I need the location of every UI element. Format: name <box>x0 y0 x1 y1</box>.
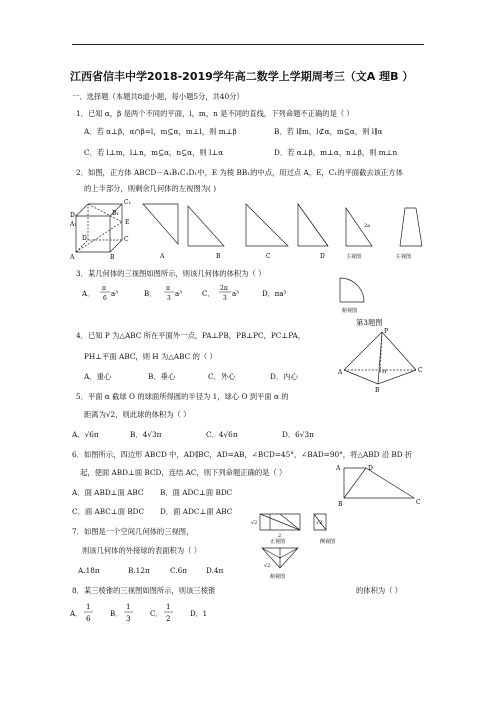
q7-dim-sqrt2-side: √2 <box>316 520 323 526</box>
q3-option-a-prefix: A． <box>82 290 95 298</box>
q4-line1: 4．已知 P 为△ABC 所在平面外一点，PA⊥PB，PB⊥PC，PC⊥PA， <box>76 331 306 340</box>
q5-option-c: C．4√6π <box>206 430 238 439</box>
q8-option-b-prefix: B． <box>110 610 123 618</box>
q8-options <box>70 598 270 628</box>
cube-label-a1: A₁ <box>70 221 77 228</box>
q7-front-view-label: 正视图 <box>270 539 286 545</box>
q2-figures <box>70 196 430 266</box>
q8-option-c-den: 2 <box>166 615 171 623</box>
q2-option-b-label: B <box>216 253 221 260</box>
q3-option-c-prefix: C． <box>202 290 215 298</box>
cube-label-d: D <box>82 235 87 242</box>
q2-side-view-label: 左视图 <box>396 254 412 260</box>
page-title: 江西省信丰中学2018-2019学年高二数学上学期周考三（文A 理B ） <box>70 70 414 83</box>
section-heading: 一、选择题（本题共8道小题，每小题5分，共40分） <box>72 92 244 101</box>
q7-dim-sqrt2-front: √2 <box>251 520 258 526</box>
q7-dim-sqrt2-top: √2 <box>264 563 271 569</box>
q2-line2: 的上半部分，则剩余几何体的左视图为( ) <box>84 184 217 193</box>
q6-label-b: B <box>338 501 343 508</box>
q5-option-b: B．4√3π <box>130 430 162 439</box>
q3-option-b-den: 3 <box>167 295 171 302</box>
q8-option-c-prefix: C． <box>150 610 163 618</box>
q7-option-b: B.12π <box>128 566 150 575</box>
q4-option-a: A．重心 <box>84 372 112 381</box>
q4-option-c: C．外心 <box>208 372 236 381</box>
q7-dim-2: 2 <box>278 533 282 539</box>
q6-option-a: A．面 ABD⊥面 ABC <box>72 488 144 497</box>
q2-option-d-label: D <box>320 253 325 260</box>
q3-figure-caption: 第3题图 <box>356 318 383 327</box>
q4-line2: PH⊥平面 ABC，则 H 为△ABC 的（ ） <box>84 352 217 361</box>
q6-label-a: A <box>336 465 341 472</box>
q6-option-d: D．面 ADC⊥面 ABC <box>160 507 233 516</box>
q6-option-c: C．面 ABC⊥面 BDC <box>72 507 145 516</box>
q7-option-d: D.4π <box>206 566 224 575</box>
q5-line2: 距离为√2，则此球的体积为（ ） <box>84 410 191 419</box>
q6-line1: 6．如图所示，四边形 ABCD 中，AD∥BC，AD=AB，∠BCD=45°，∠BAD=90°，将△ABD 沿 BD 折 <box>72 450 413 459</box>
q5-option-d: D．6√3π <box>282 430 314 439</box>
q3-option-b-num: π <box>166 285 170 292</box>
q4-label-c: C <box>418 367 423 374</box>
q4-pyramid-figure <box>338 326 424 394</box>
q7-top-view-label: 俯视图 <box>270 574 286 580</box>
q3-option-a-num: π <box>102 285 106 292</box>
q2-option-a-label: A <box>160 253 165 260</box>
q3-option-c-den: 3 <box>223 295 227 302</box>
q6-label-d: D <box>368 465 373 472</box>
q6-option-b: B．面 ADC⊥面 BDC <box>160 488 233 497</box>
q8-option-a-num: 1 <box>86 603 91 611</box>
cube-label-a: A <box>70 254 75 261</box>
q3-top-view-label: 俯视图 <box>342 308 358 314</box>
cube-label-c1: C₁ <box>124 199 131 206</box>
q3-options <box>82 282 332 304</box>
cube-label-e: E <box>125 219 130 226</box>
q8-stem-end: 的体积为（ ） <box>356 586 403 595</box>
q1-option-b: B．若 l∥m，l⊄α，m⊆α，则 l∥α <box>274 127 383 136</box>
q6-quadrilateral-figure <box>334 462 426 508</box>
q3-option-d: D．πa³ <box>262 290 287 298</box>
q3-option-a-suffix: a³ <box>111 290 118 298</box>
q8-option-a-den: 6 <box>86 615 91 623</box>
q7-option-a: A.18π <box>78 566 100 575</box>
q4-option-d: D．内心 <box>270 372 298 381</box>
q6-label-c: C <box>416 499 421 506</box>
cube-label-b1: B₁ <box>112 210 119 217</box>
q4-label-p: P <box>384 328 389 335</box>
q1-option-c: C．若 l⊥m，l⊥n，m⊆α，n⊆α，则 l⊥α <box>84 148 224 157</box>
q7-option-c: C.6π <box>170 566 188 575</box>
q8-option-d: D．1 <box>190 610 208 618</box>
q1-stem: 1．已知 α，β 是两个不同的平面，l，m，n 是不同的直线，下列命题不正确的是（ ） <box>76 109 354 118</box>
q2-line1: 2．如图，正方体 ABCD－A₁B₁C₁D₁中，E 为棱 BB₁的中点，用过点 A，E，C₁的平面截去该正方体 <box>76 168 403 177</box>
q8-option-b-den: 3 <box>126 615 131 623</box>
q8-option-c-num: 1 <box>166 603 171 611</box>
cube-label-c: C <box>124 236 129 243</box>
header-rule <box>72 44 424 45</box>
q1-option-a: A．若 α⊥β，α∩β=l，m⊆α，m⊥l，则 m⊥β <box>84 127 237 136</box>
q4-label-a: A <box>338 369 343 376</box>
q2-option-c-label: C <box>266 253 271 260</box>
q2-front-view-label: 主视图 <box>346 254 362 260</box>
q2-option-shapes <box>143 204 422 246</box>
q7-side-view-label: 侧视图 <box>320 539 336 545</box>
q4-option-b: B．垂心 <box>148 372 176 381</box>
q3-option-a-den: 6 <box>103 295 107 302</box>
q3-option-b-prefix: B． <box>144 290 157 298</box>
q7-line2: 则该几何体的外接球的表面积为（ ） <box>82 546 202 555</box>
q3-option-b-suffix: a³ <box>175 290 182 298</box>
dim-2a-label: 2a <box>364 223 371 229</box>
q1-option-d: D．若 α⊥β，m⊥α，n⊥β，则 m⊥n <box>274 148 398 157</box>
q3-option-c-suffix: a³ <box>232 290 239 298</box>
q5-option-a: A．√6π <box>72 430 99 439</box>
q4-label-b: B <box>375 387 380 394</box>
cube-label-d1: D₁ <box>70 212 78 219</box>
q3-stem: 3．某几何体的三视图如图所示，则该几何体的体积为（ ） <box>76 269 266 278</box>
q6-line2: 起，使面 ABD⊥面 BCD，连结 AC，则下列命题正确的是（ ） <box>80 468 287 477</box>
q3-option-c-num: 2π <box>220 285 228 292</box>
q8-option-b-num: 1 <box>126 603 131 611</box>
q7-line1: 7．如图是一个空间几何体的三视图， <box>72 527 194 536</box>
q8-stem: 8．某三棱锥的三视图如图所示，则该三棱锥 <box>72 586 216 595</box>
q5-line1: 5．平面 α 截球 O 的球面所得圆的半径为 1，球心 O 到平面 α 的 <box>76 392 289 401</box>
q7-three-views <box>250 508 360 582</box>
cube-label-b: B <box>110 254 115 261</box>
q3-top-view <box>336 272 376 314</box>
q4-label-h: H <box>382 369 387 375</box>
q8-option-a-prefix: A． <box>70 610 83 618</box>
